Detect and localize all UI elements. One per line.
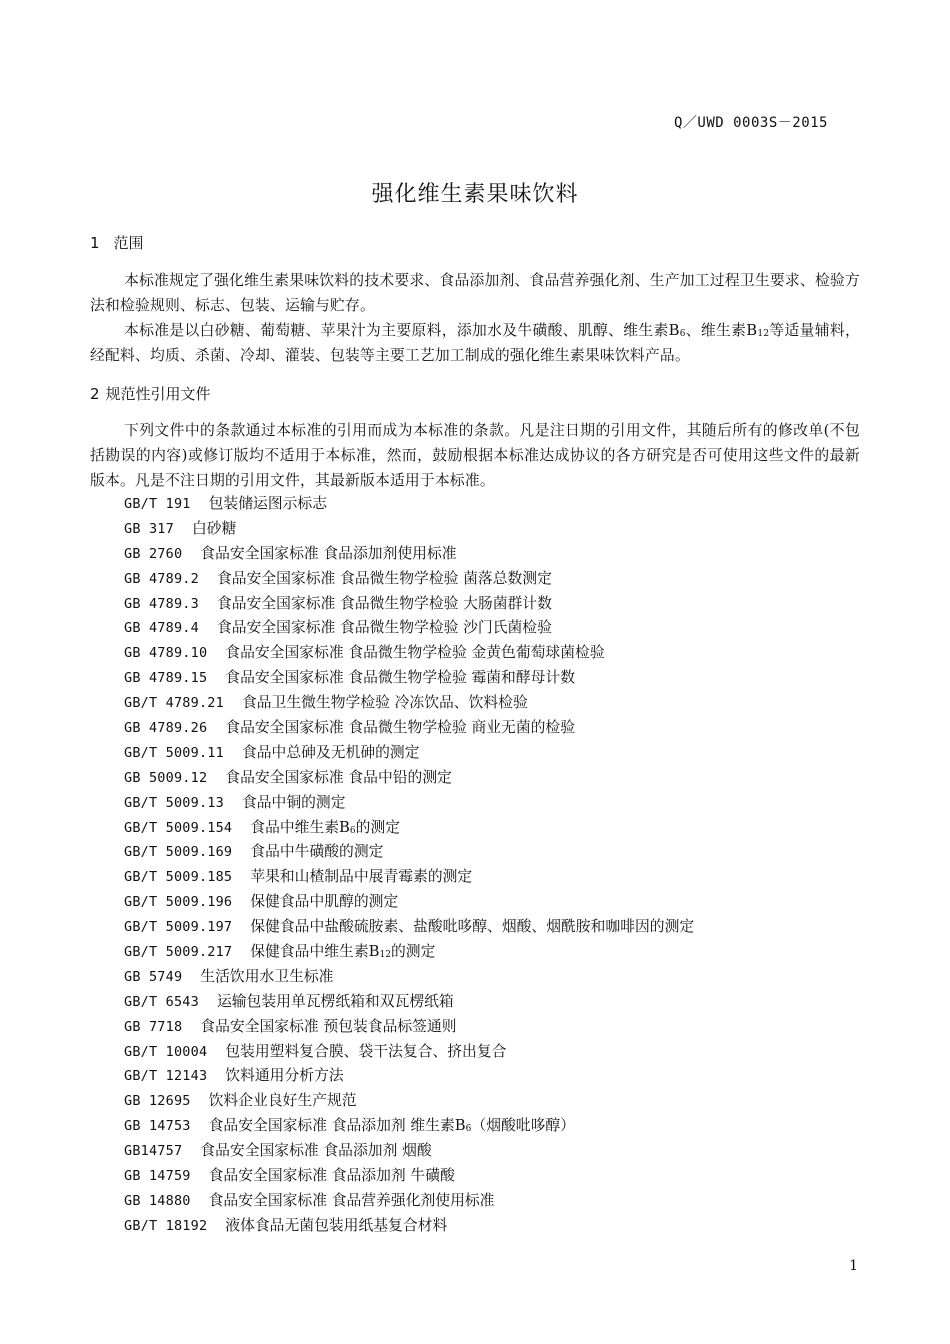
reference-code: GB/T 6543 [124, 993, 199, 1010]
reference-code: GB/T 5009.196 [124, 894, 233, 911]
section-heading-scope [90, 232, 144, 253]
reference-code: GB 4789.15 [124, 670, 208, 687]
reference-item [124, 890, 694, 915]
reference-code: GB 14753 [124, 1118, 191, 1135]
reference-title: 食品安全国家标准 食品添加剂使用标准 [200, 544, 457, 562]
reference-item [124, 1015, 694, 1040]
reference-title: 保健食品中维生素B [250, 943, 380, 961]
reference-code: GB 7718 [124, 1018, 183, 1035]
reference-title: 包装储运图示标志 [208, 495, 328, 512]
reference-item [124, 592, 694, 617]
reference-title: 食品卫生微生物学检验 冷冻饮品、饮料检验 [241, 694, 528, 712]
reference-code: GB/T 4789.21 [124, 695, 224, 712]
reference-code: GB 4789.3 [124, 595, 199, 612]
reference-code: GB 4789.4 [124, 620, 199, 637]
reference-code: GB 4789.2 [124, 570, 199, 587]
reference-item [124, 1139, 694, 1164]
reference-item [124, 1089, 694, 1114]
reference-title: 食品安全国家标准 食品微生物学检验 菌落总数测定 [216, 569, 552, 587]
reference-item [124, 1040, 694, 1065]
reference-code: GB/T 12143 [124, 1068, 208, 1085]
reference-title: 食品安全国家标准 食品添加剂 牛磺酸 [208, 1167, 455, 1185]
reference-title-tail: 的测定 [390, 943, 436, 961]
reference-title: 食品安全国家标准 食品营养强化剂使用标准 [208, 1191, 495, 1209]
reference-code: GB/T 191 [124, 496, 191, 512]
reference-title: 食品安全国家标准 食品微生物学检验 沙门氏菌检验 [216, 619, 552, 637]
section-title: 规范性引用文件 [105, 385, 211, 403]
reference-code: GB/T 5009.185 [124, 869, 233, 886]
reference-code: GB 14880 [124, 1192, 191, 1209]
reference-item [124, 641, 694, 666]
scope-paragraph-1: 本标准规定了强化维生素果味饮料的技术要求、食品添加剂、食品营养强化剂、生产加工过程卫生要求、检验方法和检验规则、标志、包装、运输与贮存。 [90, 272, 860, 314]
reference-code: GB/T 5009.154 [124, 819, 233, 836]
reference-item [124, 990, 694, 1015]
reference-title: 运输包装用单瓦楞纸箱和双瓦楞纸箱 [216, 992, 454, 1010]
reference-code: GB 317 [124, 520, 174, 537]
reference-title: 生活饮用水卫生标准 [200, 967, 334, 985]
reference-title: 食品安全国家标准 食品微生物学检验 金黄色葡萄球菌检验 [225, 644, 605, 662]
reference-title: 食品安全国家标准 食品添加剂 烟酸 [200, 1142, 432, 1160]
reference-item [124, 816, 694, 841]
reference-item [124, 766, 694, 791]
reference-subscript: 6 [349, 825, 356, 836]
section-number: 1 [90, 234, 100, 252]
reference-title: 食品中维生素B [250, 818, 350, 836]
document-title: 强化维生素果味饮料 [371, 182, 579, 207]
reference-code: GB 5009.12 [124, 769, 208, 786]
standard-code: Q／UWD 0003S－2015 [673, 115, 828, 131]
reference-item [124, 1114, 694, 1139]
reference-code: GB 4789.10 [124, 645, 208, 662]
reference-item [124, 741, 694, 766]
reference-code: GB/T 18192 [124, 1217, 208, 1234]
reference-code: GB 5749 [124, 968, 183, 985]
reference-code: GB/T 5009.217 [124, 944, 233, 961]
reference-code: GB/T 5009.11 [124, 744, 224, 761]
reference-item [124, 865, 694, 890]
reference-item [124, 716, 694, 741]
reference-title: 饮料企业良好生产规范 [208, 1092, 357, 1110]
reference-code: GB 4789.26 [124, 720, 208, 737]
section-title: 范围 [113, 234, 144, 252]
reference-title: 苹果和山楂制品中展青霉素的测定 [250, 868, 473, 886]
page-number: 1 [849, 1258, 858, 1274]
reference-item [124, 1164, 694, 1189]
reference-title: 保健食品中肌醇的测定 [250, 893, 399, 911]
reference-title: 食品安全国家标准 食品微生物学检验 大肠菌群计数 [216, 594, 552, 612]
section-heading-normative-references [90, 383, 211, 404]
reference-code: GB/T 5009.197 [124, 919, 233, 936]
reference-title: 包装用塑料复合膜、袋干法复合、挤出复合 [225, 1042, 507, 1060]
references-intro-paragraph: 下列文件中的条款通过本标准的引用而成为本标准的条款。凡是注日期的引用文件，其随后所有的修改单(不包括勘误的内容)或修订版均不适用于本标准，然而，鼓励根据本标准达成协议的各方研究是否可使用这些文件的最新版本。凡是不注日期的引用文件，其最新版本适用于本标准。 [90, 422, 860, 489]
reference-item [124, 1064, 694, 1089]
reference-item [124, 791, 694, 816]
reference-title: 食品安全国家标准 预包装食品标签通则 [200, 1017, 457, 1035]
reference-title-tail: 的测定 [355, 818, 401, 836]
reference-item [124, 691, 694, 716]
reference-title: 饮料通用分析方法 [225, 1067, 344, 1085]
reference-title: 食品安全国家标准 食品微生物学检验 霉菌和酵母计数 [225, 669, 576, 687]
reference-code: GB/T 10004 [124, 1043, 208, 1060]
reference-item [124, 940, 694, 965]
reference-subscript: 6 [465, 1124, 472, 1135]
reference-title: 食品中牛磺酸的测定 [250, 843, 384, 861]
reference-title: 食品中铜的测定 [241, 793, 346, 811]
reference-title-tail: （烟酸吡哆醇） [471, 1117, 575, 1135]
reference-code: GB 2760 [124, 545, 183, 562]
reference-list [124, 492, 694, 1239]
reference-code: GB/T 5009.169 [124, 844, 233, 861]
reference-subscript: 12 [379, 950, 391, 961]
reference-title: 保健食品中盐酸硫胺素、盐酸吡哆醇、烟酸、烟酰胺和咖啡因的测定 [250, 918, 695, 936]
reference-title: 白砂糖 [191, 519, 237, 537]
reference-title: 食品安全国家标准 食品中铅的测定 [225, 768, 452, 786]
reference-item [124, 1214, 694, 1239]
reference-item [124, 492, 694, 517]
reference-item [124, 542, 694, 567]
reference-code: GB 12695 [124, 1093, 191, 1110]
reference-title: 食品中总砷及无机砷的测定 [241, 743, 420, 761]
reference-item [124, 840, 694, 865]
reference-item [124, 666, 694, 691]
scope-paragraph-2: 本标准是以白砂糖、葡萄糖、苹果汁为主要原料，添加水及牛磺酸、肌醇、维生素$B_6$、维生素$B_{12}$等适量辅料，经配料、均质、杀菌、冷却、灌装、包装等主要工艺加工制成的强化维生素果味饮料产品。 [90, 322, 861, 364]
reference-title: 食品安全国家标准 食品添加剂 维生素B [208, 1117, 466, 1135]
reference-code: GB14757 [124, 1143, 183, 1160]
reference-title: 食品安全国家标准 食品微生物学检验 商业无菌的检验 [225, 719, 576, 737]
reference-title: 液体食品无菌包装用纸基复合材料 [225, 1216, 448, 1234]
reference-item [124, 1189, 694, 1214]
reference-item [124, 616, 694, 641]
reference-item [124, 915, 694, 940]
reference-item [124, 965, 694, 990]
reference-item [124, 567, 694, 592]
section-number: 2 [90, 385, 100, 403]
reference-item [124, 517, 694, 542]
reference-code: GB 14759 [124, 1168, 191, 1185]
reference-code: GB/T 5009.13 [124, 794, 224, 811]
